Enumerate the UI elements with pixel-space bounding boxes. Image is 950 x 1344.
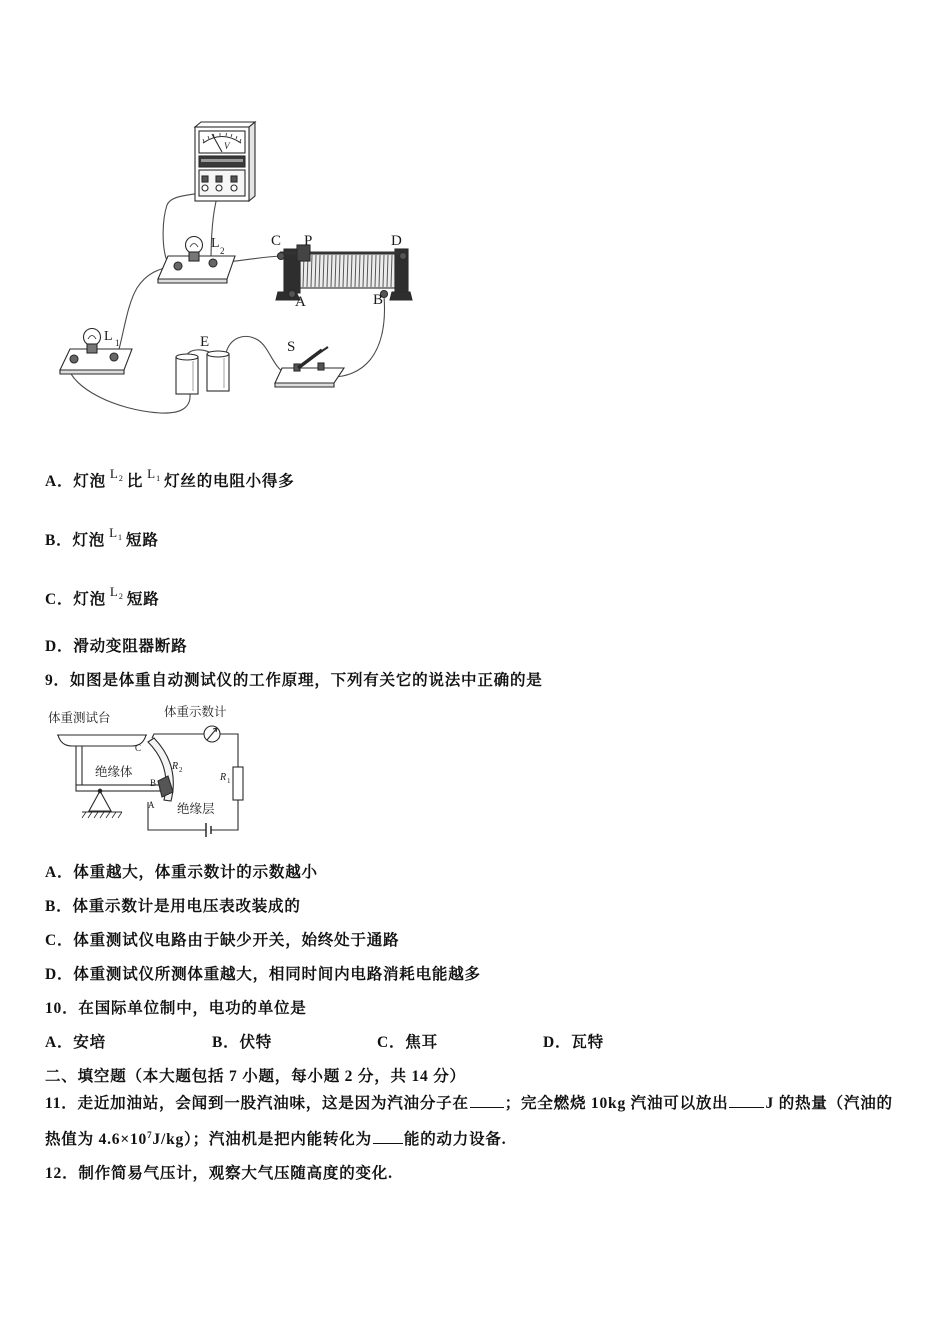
- rheostat-terminal-d: [400, 253, 407, 260]
- option-label: D．: [543, 1034, 572, 1051]
- voltmeter-band-stripe: [201, 159, 243, 162]
- option-label: B．: [212, 1034, 240, 1051]
- battery-cell-right-top: [207, 351, 229, 357]
- option-text: 比: [126, 473, 144, 490]
- battery-symbol: [206, 823, 211, 837]
- symbol-letter: L: [109, 525, 118, 540]
- q8-option-c: [45, 584, 160, 612]
- battery: [176, 334, 229, 394]
- option-text: 伏特: [239, 1034, 273, 1051]
- lamp-bulb: [84, 329, 101, 346]
- option-text: 滑动变阻器断路: [73, 638, 188, 655]
- terminal-post: [231, 176, 237, 182]
- lamp-bulb: [186, 237, 203, 254]
- symbol-subscript: 2: [118, 592, 123, 601]
- section-heading: [45, 1067, 466, 1087]
- voltmeter-terminal-panel: [199, 170, 245, 196]
- label-s: S: [287, 339, 296, 355]
- symbol-letter: L: [109, 466, 118, 481]
- platform-post: [76, 746, 82, 785]
- lamp-terminal-right: [110, 353, 118, 361]
- lamp-l1-letter: L: [104, 329, 113, 344]
- weighing-device: [48, 704, 243, 837]
- option-label: A．: [45, 473, 74, 490]
- lamp-l2: [158, 236, 235, 283]
- option-text: 灯泡: [73, 473, 106, 490]
- label-insulating-layer: 绝缘层: [177, 801, 215, 816]
- lamp-board-front: [158, 279, 227, 283]
- switch-base-front: [275, 383, 334, 387]
- terminal-post: [202, 176, 208, 182]
- q10-option-b: [212, 1033, 272, 1053]
- switch: [275, 339, 344, 387]
- answer-blank-3: [373, 1129, 403, 1144]
- question-text: 能的动力设备.: [403, 1131, 507, 1148]
- weighing-device-figure: [40, 698, 250, 840]
- q10-option-a: [45, 1033, 106, 1053]
- answer-blank-1: [470, 1093, 504, 1108]
- lamp-l2-subscript: 2: [220, 246, 225, 256]
- voltmeter-symbol: V: [224, 141, 230, 151]
- lamp-l1: [60, 329, 132, 375]
- pivot-point: [98, 789, 102, 793]
- question-text: J/kg）；汽油机是把内能转化为: [152, 1131, 372, 1148]
- q8-option-a: [45, 466, 295, 494]
- lamp-terminal-right: [209, 259, 217, 267]
- symbol-letter: L: [147, 466, 156, 481]
- q10-stem: [45, 999, 307, 1019]
- q9-option-b: [45, 897, 301, 917]
- label-a: A: [295, 294, 306, 310]
- question-number: 10．: [45, 1000, 79, 1017]
- switch-base-top: [275, 368, 344, 383]
- question-text: 热值为 4.6×10: [45, 1131, 148, 1148]
- exponent: 7: [147, 1130, 153, 1140]
- label-p: P: [304, 233, 313, 249]
- symbol-subscript: 1: [156, 474, 161, 483]
- lamp-socket: [189, 252, 199, 261]
- option-label: D．: [45, 966, 74, 983]
- terminal-knob: [216, 185, 222, 191]
- option-text: 体重测试仪电路由于缺少开关，始终处于通路: [73, 932, 400, 949]
- option-text: 短路: [126, 591, 160, 608]
- label-e: E: [200, 334, 210, 350]
- option-text: 体重测试仪所测体重越大，相同时间内电路消耗电能越多: [73, 966, 481, 983]
- label-r2-letter: R: [172, 761, 179, 772]
- switch-contact: [318, 363, 324, 370]
- wire-voltmeter-to-l2-right: [211, 191, 219, 262]
- q10-option-c: [377, 1033, 438, 1053]
- question-text: 如图是体重自动测试仪的工作原理，下列有关它的说法中正确的是: [69, 672, 543, 689]
- q8-option-d: [45, 637, 187, 657]
- pivot: [89, 791, 111, 811]
- option-text: 体重示数计是用电压表改装成的: [72, 898, 301, 915]
- label-r2-subscript: 2: [179, 766, 183, 774]
- ground-hatch: [82, 812, 122, 818]
- q11-line-2: [45, 1129, 506, 1151]
- weighing-platform: [57, 735, 147, 746]
- option-label: D．: [45, 638, 74, 655]
- q10-option-d: [543, 1033, 604, 1053]
- question-text: 制作简易气压计，观察大气压随高度的变化.: [78, 1165, 393, 1182]
- voltmeter-top-face: [195, 122, 255, 127]
- label-r1-subscript: 1: [227, 777, 231, 785]
- q9-option-d: [45, 965, 481, 985]
- q9-option-a: [45, 863, 318, 883]
- option-text: 灯泡: [73, 591, 106, 608]
- answer-blank-2: [729, 1093, 764, 1108]
- lamp-board-front: [60, 370, 124, 374]
- circuit-figure: [40, 110, 420, 420]
- voltmeter-dial-window: [199, 131, 245, 153]
- option-text: 灯丝的电阻小得多: [164, 473, 295, 490]
- terminal-knob: [202, 185, 208, 191]
- q9-stem: [45, 671, 543, 691]
- label-insulator: 绝缘体: [95, 764, 133, 779]
- question-number: 9．: [45, 672, 70, 689]
- lamp-l1-symbol: [147, 466, 160, 481]
- label-b: B: [373, 292, 384, 308]
- question-text: 走近加油站，会闻到一股汽油味，这是因为汽油分子在: [77, 1095, 469, 1112]
- label-platform: 体重测试台: [48, 710, 111, 725]
- option-text: 灯泡: [72, 532, 106, 549]
- option-text: 安培: [73, 1034, 106, 1051]
- lever-rod: [76, 785, 160, 791]
- label-b: B: [150, 778, 157, 788]
- label-a: A: [148, 800, 155, 810]
- question-number: 11．: [45, 1095, 78, 1112]
- battery-cell-left-top: [176, 354, 198, 360]
- q8-option-b: [45, 525, 159, 553]
- lamp-l1-subscript: 1: [115, 338, 120, 348]
- option-label: C．: [45, 591, 74, 608]
- option-label: B．: [45, 898, 73, 915]
- symbol-subscript: 1: [118, 533, 123, 542]
- rheostat-terminal-c: [278, 253, 285, 260]
- question-number: 12．: [45, 1165, 79, 1182]
- battery-cell-right: [207, 354, 229, 391]
- option-label: A．: [45, 864, 74, 881]
- lamp-l2-symbol: [110, 584, 123, 599]
- q9-option-c: [45, 931, 399, 951]
- voltmeter: [195, 122, 255, 201]
- section-title: 二、填空题（本大题包括 7 小题，每小题 2 分，共 14 分）: [45, 1068, 466, 1085]
- sliding-rheostat: [271, 233, 412, 310]
- question-text: J 的热量（汽油的: [765, 1095, 893, 1112]
- option-text: 体重越大，体重示数计的示数越小: [73, 864, 318, 881]
- label-d: D: [391, 233, 402, 249]
- label-c: C: [135, 743, 142, 753]
- terminal-knob: [231, 185, 237, 191]
- q12-stem: [45, 1164, 393, 1184]
- option-label: A．: [45, 1034, 74, 1051]
- question-text: 在国际单位制中，电功的单位是: [78, 1000, 307, 1017]
- option-label: B．: [45, 532, 73, 549]
- terminal-post: [216, 176, 222, 182]
- option-text: 短路: [126, 532, 159, 549]
- label-r1-letter: R: [220, 772, 227, 783]
- lamp-terminal-left: [174, 262, 182, 270]
- lamp-l2-symbol: [110, 466, 123, 481]
- lamp-terminal-left: [70, 355, 78, 363]
- option-text: 焦耳: [405, 1034, 438, 1051]
- option-text: 瓦特: [571, 1034, 604, 1051]
- label-c: C: [271, 233, 282, 249]
- q11-line-1: [45, 1093, 893, 1114]
- label-meter: 体重示数计: [164, 704, 227, 719]
- option-label: C．: [377, 1034, 406, 1051]
- rheostat-right-foot: [390, 292, 412, 300]
- symbol-subscript: 2: [118, 474, 123, 483]
- battery-cell-left: [176, 357, 198, 394]
- resistor-r1: [233, 767, 243, 800]
- wire-battery-to-switch: [226, 336, 286, 374]
- lamp-socket: [87, 344, 97, 353]
- voltmeter-side-face: [249, 122, 255, 201]
- option-label: C．: [45, 932, 74, 949]
- symbol-letter: L: [109, 584, 118, 599]
- lamp-l1-symbol: [109, 525, 122, 540]
- question-text: ；完全燃烧 10kg 汽油可以放出: [504, 1095, 729, 1112]
- lamp-l2-letter: L: [211, 236, 220, 251]
- wire-rheostat-b-to-switch: [332, 296, 384, 377]
